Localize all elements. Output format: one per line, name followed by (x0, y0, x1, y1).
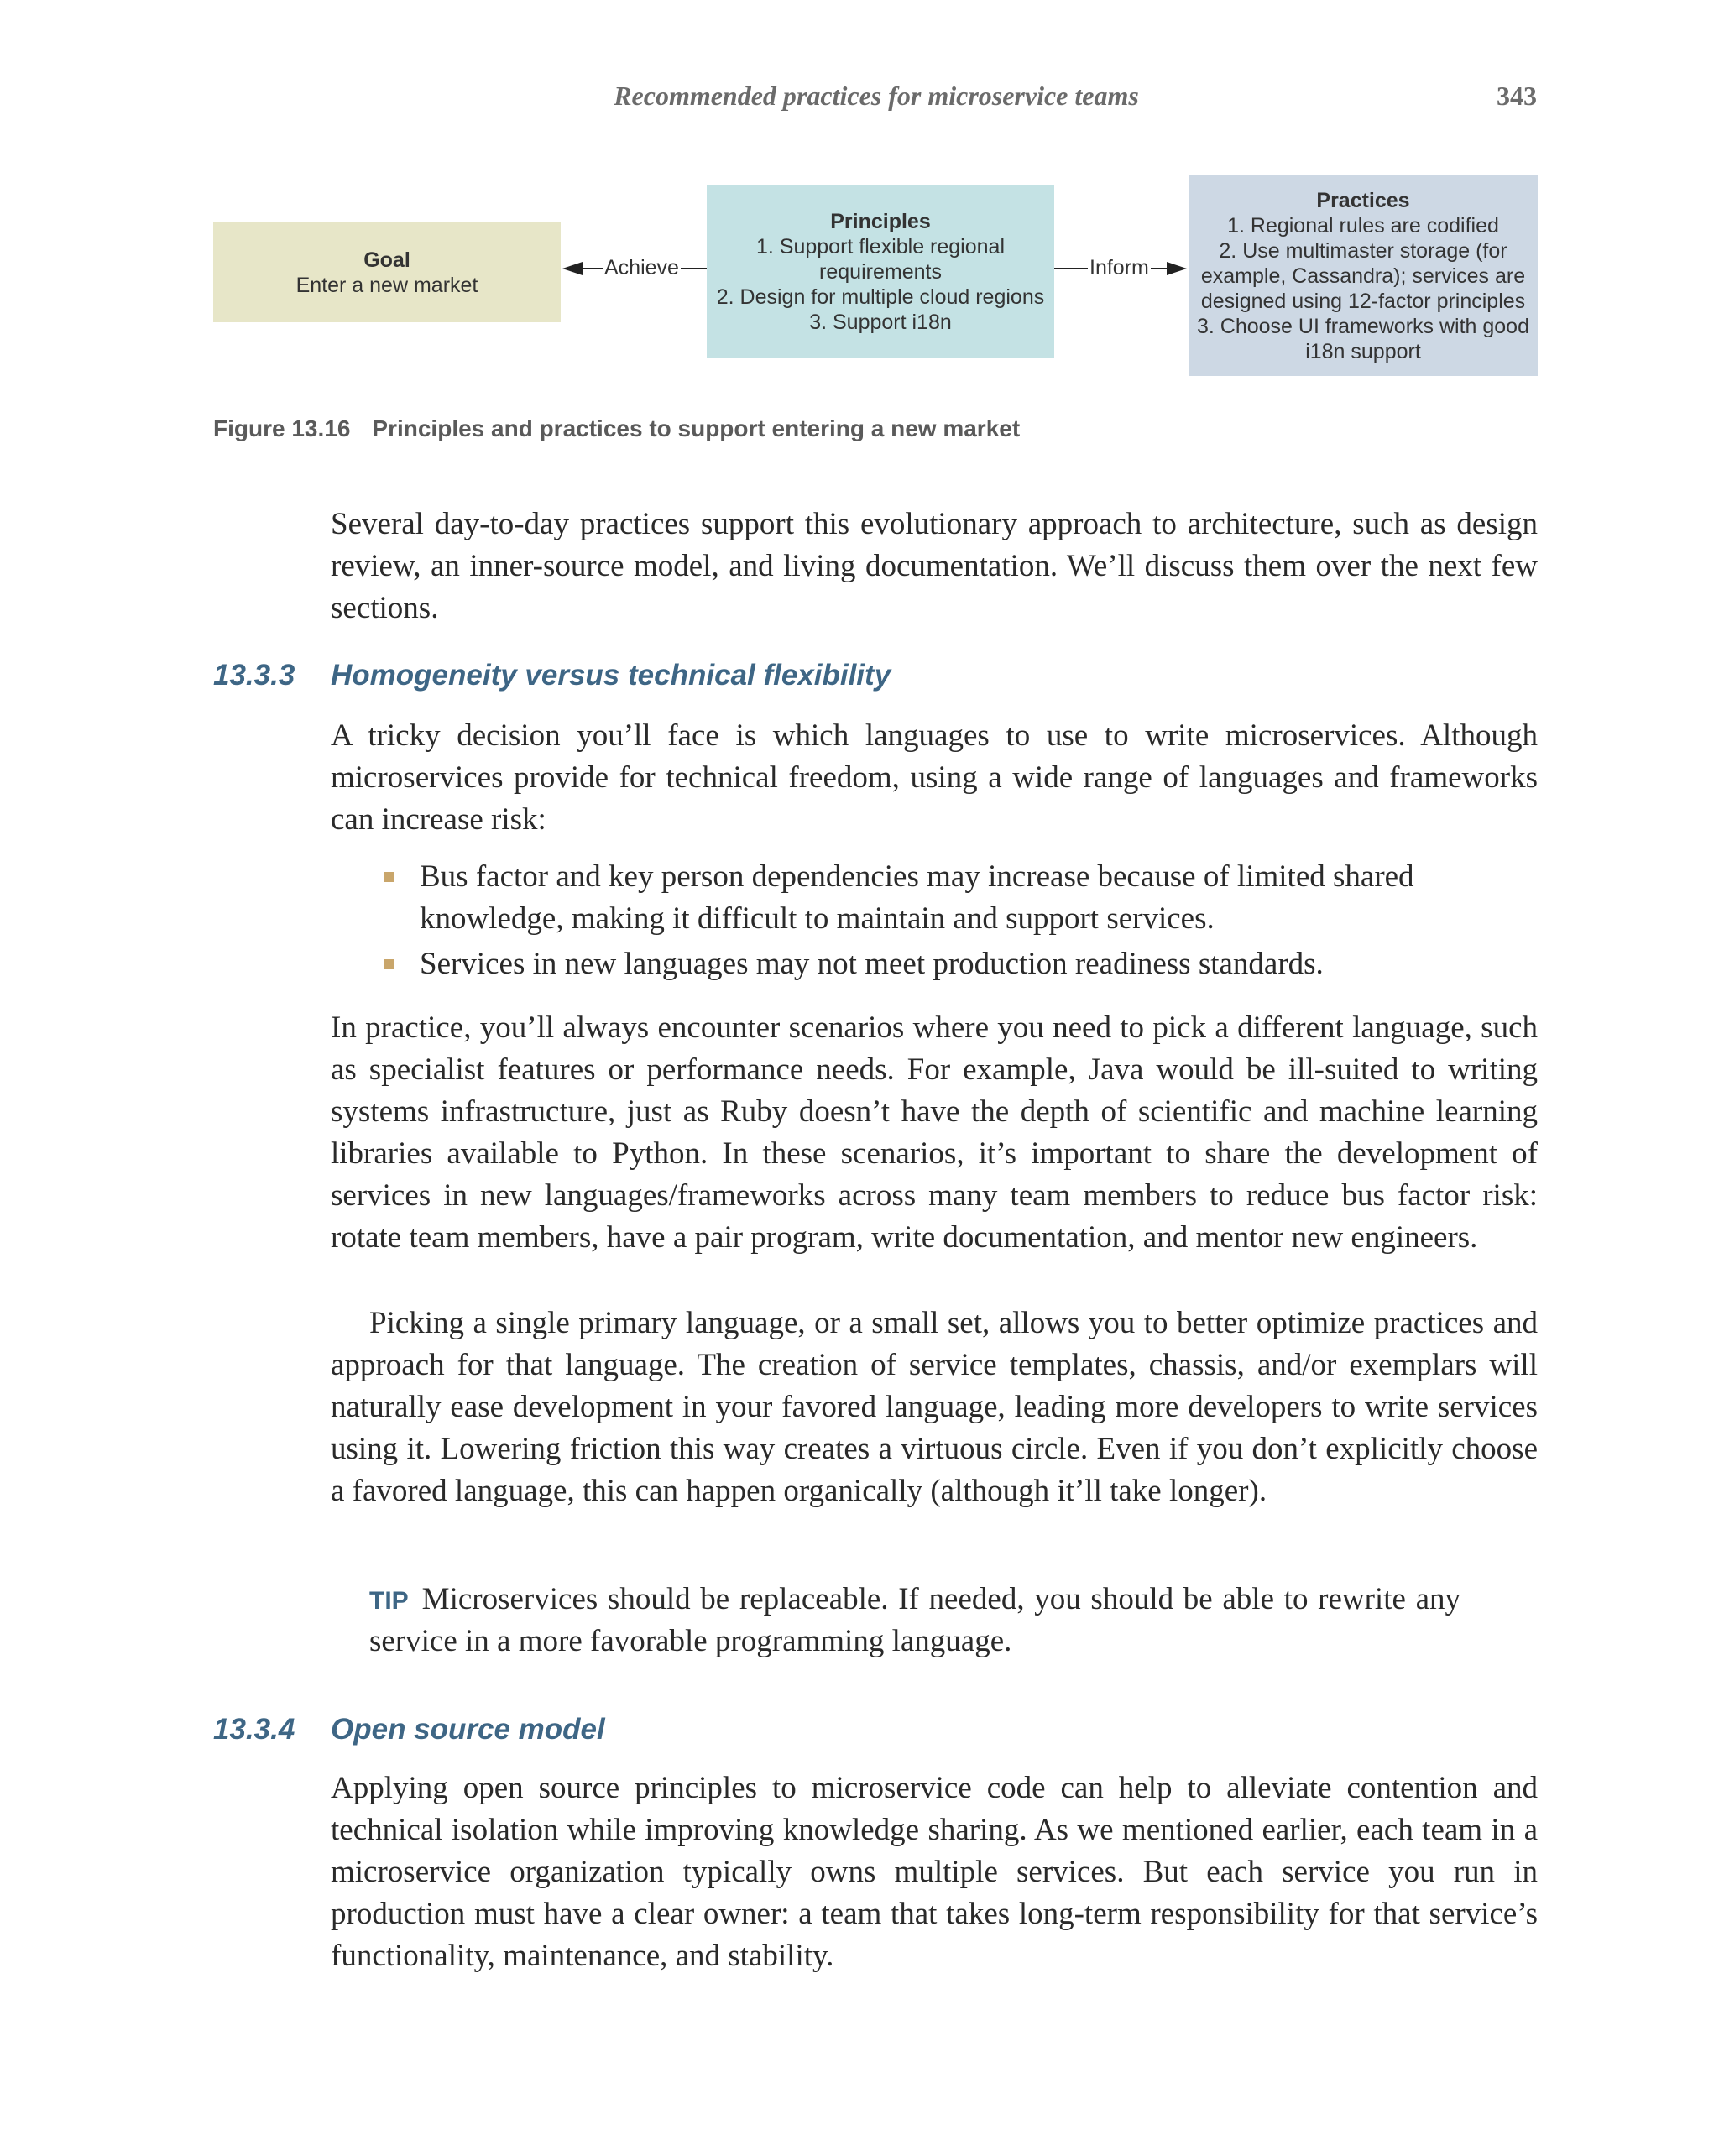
achieve-label: Achieve (604, 256, 679, 279)
section-heading-13-3-3 (213, 659, 891, 692)
bullet-square-icon (384, 959, 394, 969)
page-number: 343 (1497, 81, 1537, 111)
intro-paragraph: Several day-to-day practices support this evolutionary approach to architecture, such as design review, an inner-source model, and living documentation. We’ll discuss them over the next few sections. (331, 507, 1538, 625)
inform-arrow-head (1167, 262, 1187, 275)
inform-label: Inform (1089, 256, 1149, 279)
achieve-arrow-head (562, 262, 583, 275)
practices-line: example, Cassandra); services are (1200, 264, 1526, 288)
goal-box (213, 222, 561, 322)
paragraph-languages: A tricky decision you’ll face is which languages to use to write microservices. Although microservices provide for technical freedom, using a wide range of languages and frameworks can increase risk: (331, 718, 1538, 837)
practices-line: designed using 12-factor principles (1200, 289, 1526, 313)
paragraph-primary-language: Picking a single primary language, or a small set, allows you to better optimize practices and approach for that language. The creation of service templates, chassis, and/or exemplars will naturally ease development in your favored language, leading more developers to write services using it. Lowering friction this way creates a virtuous circle. Even if you don’t explicitly choose a favored language, this can happen organically (although it’ll take longer). (331, 1306, 1538, 1508)
running-title: Recommended practices for microservice teams (614, 81, 1139, 111)
section-heading-13-3-4 (213, 1713, 605, 1746)
practices-line: 2. Use multimaster storage (for (1219, 238, 1507, 263)
section-number: 13.3.4 (213, 1713, 295, 1746)
risk-bullet-list (376, 856, 1538, 989)
tip-note (369, 1579, 1460, 1662)
practices-title: Practices (1316, 188, 1410, 212)
practices-box (1189, 175, 1538, 376)
principles-box (707, 185, 1054, 358)
bullet-text: Bus factor and key person dependencies may increase because of limited shared knowledge, making it difficult to maintain and support services. (420, 859, 1414, 936)
section-number: 13.3.3 (213, 659, 295, 692)
principles-line: 3. Support i18n (809, 310, 952, 334)
principles-title: Principles (830, 209, 931, 233)
list-item (376, 943, 1538, 985)
figure-caption-text: Principles and practices to support entering a new market (372, 415, 1021, 441)
tip-label: TIP (369, 1587, 409, 1615)
principles-line: 2. Design for multiple cloud regions (716, 285, 1045, 309)
figure-caption-number: Figure 13.16 (213, 415, 351, 441)
paragraph-open-source: Applying open source principles to microservice code can help to alleviate contention and technical isolation while improving knowledge sharing. As we mentioned earlier, each team in a microservice organization typically owns multiple services. But each service you run in production must have a clear owner: a team that takes long-term responsibility for that service’s functionality, maintenance, and stability. (331, 1771, 1538, 1973)
section-title: Open source model (331, 1713, 605, 1746)
paragraph-in-practice: In practice, you’ll always encounter scenarios where you need to pick a different language, such as specialist features or performance needs. For example, Java would be ill-suited to writing systems infrastructure, just as Ruby doesn’t have the depth of scientific and machine learning libraries available to Python. In these scenarios, it’s important to share the development of services in new languages/frameworks across many team members to reduce bus factor risk: rotate team members, have a pair program, write documentation, and mentor new engineers. (331, 1010, 1538, 1255)
bullet-square-icon (384, 872, 394, 882)
practices-line: 3. Choose UI frameworks with good (1196, 314, 1529, 338)
goal-title: Goal (363, 248, 410, 272)
goal-text: Enter a new market (295, 273, 478, 297)
list-item (376, 856, 1538, 940)
tip-text: Microservices should be replaceable. If needed, you should be able to rewrite any service in a more favorable programming language. (369, 1582, 1460, 1658)
practices-line: 1. Regional rules are codified (1227, 213, 1499, 238)
principles-line: 1. Support flexible regional (755, 234, 1006, 258)
section-title: Homogeneity versus technical flexibility (331, 659, 891, 692)
principles-line: requirements (819, 259, 942, 284)
practices-line: i18n support (1305, 339, 1421, 363)
figure-caption (213, 415, 1020, 442)
bullet-text: Services in new languages may not meet production readiness standards. (420, 947, 1324, 981)
